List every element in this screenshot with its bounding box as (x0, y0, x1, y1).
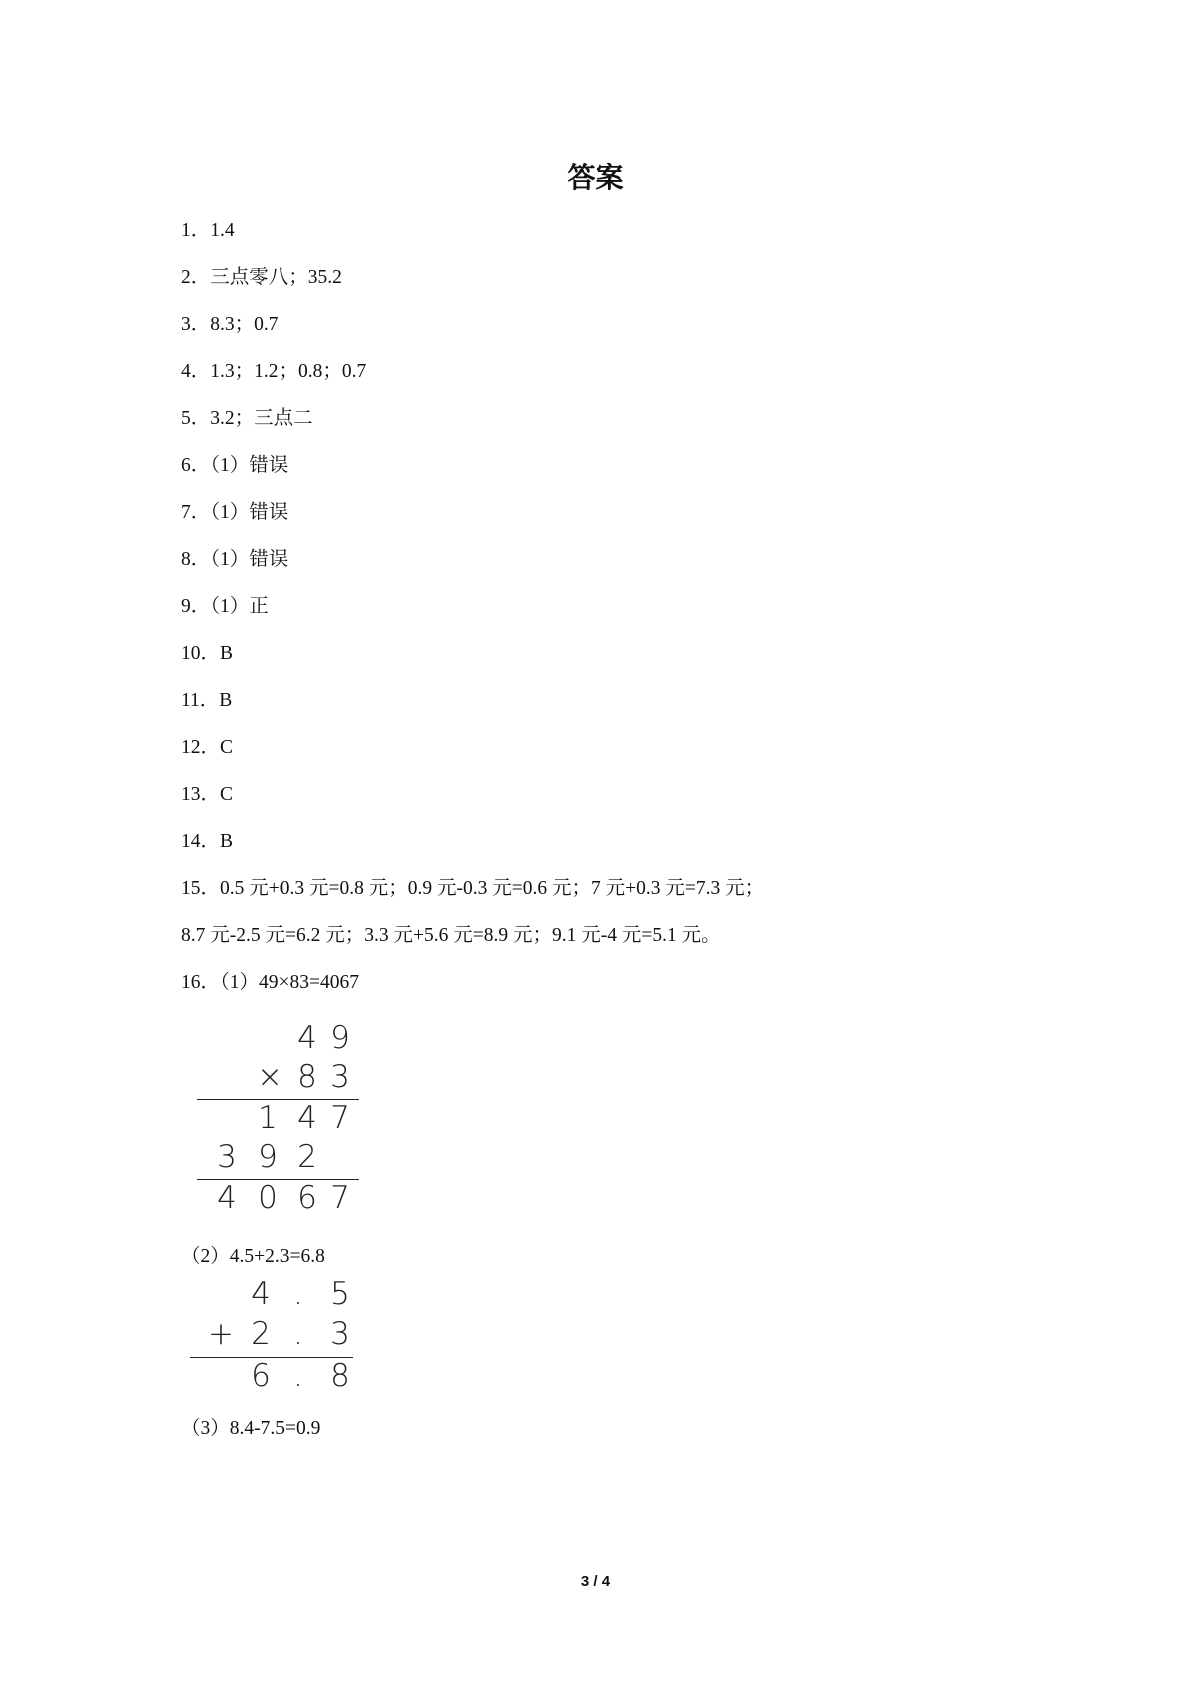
add-digit: 4 (251, 1276, 271, 1312)
answer-11: 11．B (181, 690, 233, 711)
answer-15-line-1: 15．0.5 元+0.3 元=0.8 元；0.9 元-0.3 元=0.6 元；7 元+0.3 元=7.3 元； (181, 878, 765, 899)
answer-4: 4．1.3；1.2；0.8；0.7 (181, 361, 367, 382)
mult-digit: 8 (297, 1059, 317, 1095)
mult-digit: 3 (330, 1059, 350, 1095)
mult-digit: 4 (297, 1100, 317, 1136)
mult-digit: 0 (258, 1180, 278, 1216)
answer-7: 7．（1）错误 (181, 502, 289, 523)
add-decimal-point: . (293, 1358, 303, 1394)
answer-10: 10．B (181, 643, 234, 664)
answer-15-line-2: 8.7 元-2.5 元=6.2 元；3.3 元+5.6 元=8.9 元；9.1 元-4 元=5.1 元。 (181, 925, 721, 946)
answer-16-part-3: （3）8.4-7.5=0.9 (181, 1418, 321, 1439)
mult-digit: 2 (297, 1139, 317, 1175)
answer-14: 14．B (181, 831, 234, 852)
mult-digit: 4 (217, 1180, 237, 1216)
mult-digit: 7 (330, 1180, 350, 1216)
answer-5: 5．3.2；三点二 (181, 408, 313, 429)
add-digit: 6 (251, 1358, 271, 1394)
mult-digit: 1 (258, 1100, 278, 1136)
mult-digit: 3 (217, 1139, 237, 1175)
mult-digit: 4 (297, 1020, 317, 1056)
answer-3: 3．8.3；0.7 (181, 314, 279, 335)
plus-sign: + (208, 1316, 234, 1352)
answer-9: 9．（1）正 (181, 596, 269, 617)
mult-digit: 9 (330, 1020, 350, 1056)
mult-digit: 7 (330, 1100, 350, 1136)
page-title: 答案 (567, 161, 624, 194)
answer-16-part-1: 16．（1）49×83=4067 (181, 972, 359, 993)
mult-digit: 9 (258, 1139, 278, 1175)
answer-6: 6．（1）错误 (181, 455, 289, 476)
answer-1: 1．1.4 (181, 220, 235, 241)
multiply-sign: × (257, 1059, 283, 1095)
add-digit: 8 (330, 1358, 350, 1394)
answer-2: 2．三点零八；35.2 (181, 267, 342, 288)
page-number: 3 / 4 (580, 1573, 611, 1590)
add-decimal-point: . (293, 1276, 303, 1312)
answer-8: 8．（1）错误 (181, 549, 289, 570)
add-digit: 5 (330, 1276, 350, 1312)
add-digit: 2 (251, 1316, 271, 1352)
answer-16-part-2: （2）4.5+2.3=6.8 (181, 1246, 325, 1267)
answer-13: 13．C (181, 784, 234, 805)
add-digit: 3 (330, 1316, 350, 1352)
add-decimal-point: . (293, 1316, 303, 1352)
answer-12: 12．C (181, 737, 234, 758)
mult-digit: 6 (297, 1180, 317, 1216)
